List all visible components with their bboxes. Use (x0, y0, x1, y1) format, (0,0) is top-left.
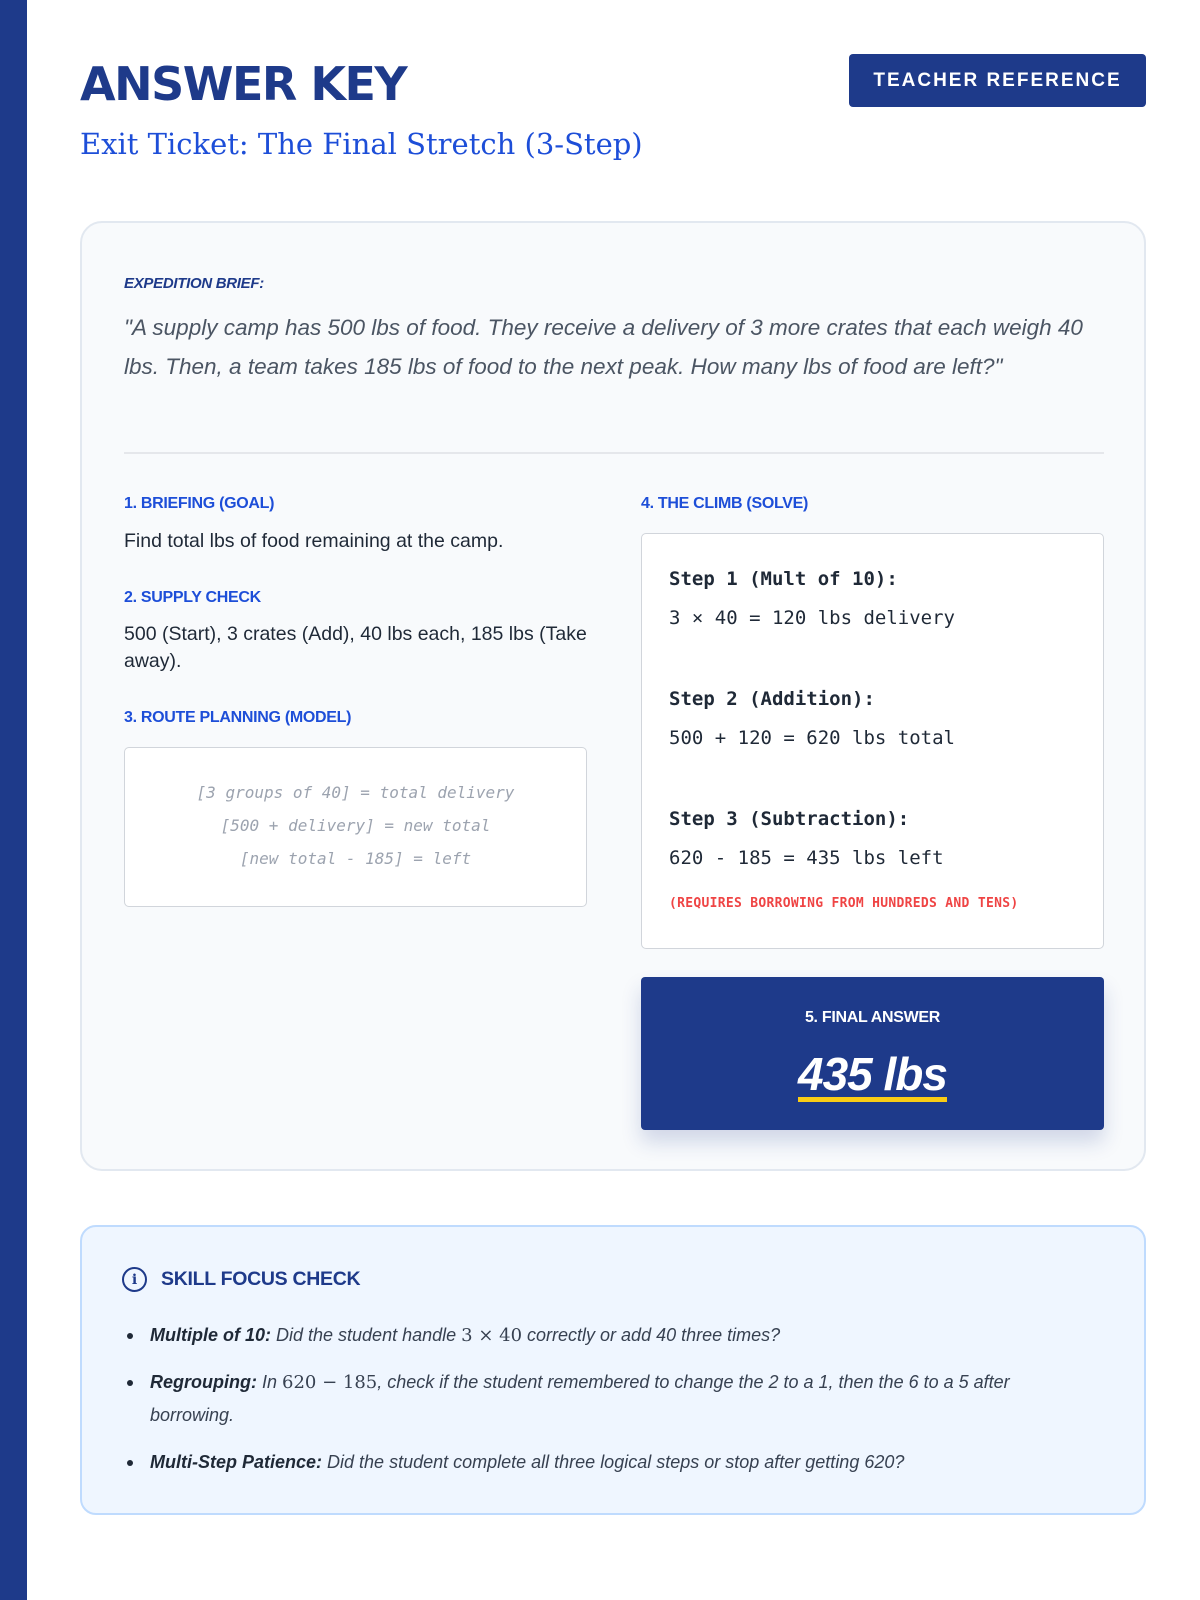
skill-focus-card (80, 1225, 1146, 1515)
brief-label: EXPEDITION BRIEF: (124, 275, 264, 292)
supply-label: 2. SUPPLY CHECK (124, 589, 261, 606)
skill-term: Regrouping: (150, 1372, 257, 1392)
borrowing-note: (REQUIRES BORROWING FROM HUNDREDS AND TENS) (669, 896, 1019, 911)
step-3-line: 620 - 185 = 435 lbs left (669, 847, 944, 869)
model-line: [3 groups of 40] = total delivery (196, 783, 515, 802)
teacher-reference-badge: TEACHER REFERENCE (849, 54, 1146, 107)
skill-text: In (256, 1372, 282, 1392)
model-line: [500 + delivery] = new total (220, 816, 491, 835)
info-icon: i (122, 1267, 147, 1292)
left-accent-bar (0, 0, 27, 1600)
briefing-text: Find total lbs of food remaining at the camp. (124, 530, 504, 552)
page-title: ANSWER KEY (80, 57, 407, 111)
list-item (124, 1366, 1084, 1432)
page-subtitle: Exit Ticket: The Final Stretch (3-Step) (80, 127, 643, 161)
route-label: 3. ROUTE PLANNING (MODEL) (124, 709, 352, 726)
skill-term: Multiple of 10: (150, 1325, 271, 1345)
skill-text: correctly or add 40 three times? (522, 1325, 781, 1345)
final-answer-label: 5. FINAL ANSWER (804, 1009, 941, 1026)
brief-text: "A supply camp has 500 lbs of food. They receive a delivery of 3 more crates that each weigh 40 lbs. Then, a team takes 185 lbs of food to the next peak. How many lbs of food are left?" (124, 315, 1083, 379)
skill-math: 3 × 40 (461, 1325, 523, 1346)
solve-box (641, 533, 1104, 949)
step-2-line: 500 + 120 = 620 lbs total (669, 727, 955, 749)
step-2-head: Step 2 (Addition): (669, 688, 875, 710)
climb-label: 4. THE CLIMB (SOLVE) (641, 495, 809, 512)
skill-focus-list (124, 1319, 1084, 1493)
skill-term: Multi-Step Patience: (150, 1452, 323, 1472)
answer-key-page (80, 0, 1146, 1472)
header (80, 0, 1146, 200)
skill-focus-header (122, 1267, 360, 1292)
model-line: [new total - 185] = left (239, 849, 472, 868)
final-answer-value (641, 1047, 1104, 1102)
step-3-head: Step 3 (Subtraction): (669, 808, 910, 830)
final-answer-text: 435 lbs (798, 1048, 947, 1100)
divider (124, 452, 1104, 454)
skill-text: , check if the student remembered to change the 2 to a 1, then the 6 to a 5 after borrowing. (150, 1372, 1010, 1425)
list-item (124, 1319, 1084, 1352)
expedition-card (80, 221, 1146, 1171)
skill-focus-title: SKILL FOCUS CHECK (161, 1268, 361, 1290)
briefing-label: 1. BRIEFING (GOAL) (124, 495, 275, 512)
final-answer-box (641, 977, 1104, 1130)
skill-text: Did the student complete all three logical steps or stop after getting 620? (322, 1452, 905, 1472)
skill-text: Did the student handle (271, 1325, 462, 1345)
list-item (124, 1446, 1084, 1479)
step-1-line: 3 × 40 = 120 lbs delivery (669, 607, 955, 629)
route-model-box (124, 747, 587, 907)
supply-text: 500 (Start), 3 crates (Add), 40 lbs each, 185 lbs (Take away). (124, 623, 587, 672)
step-1-head: Step 1 (Mult of 10): (669, 568, 898, 590)
skill-math: 620 − 185 (282, 1372, 378, 1393)
